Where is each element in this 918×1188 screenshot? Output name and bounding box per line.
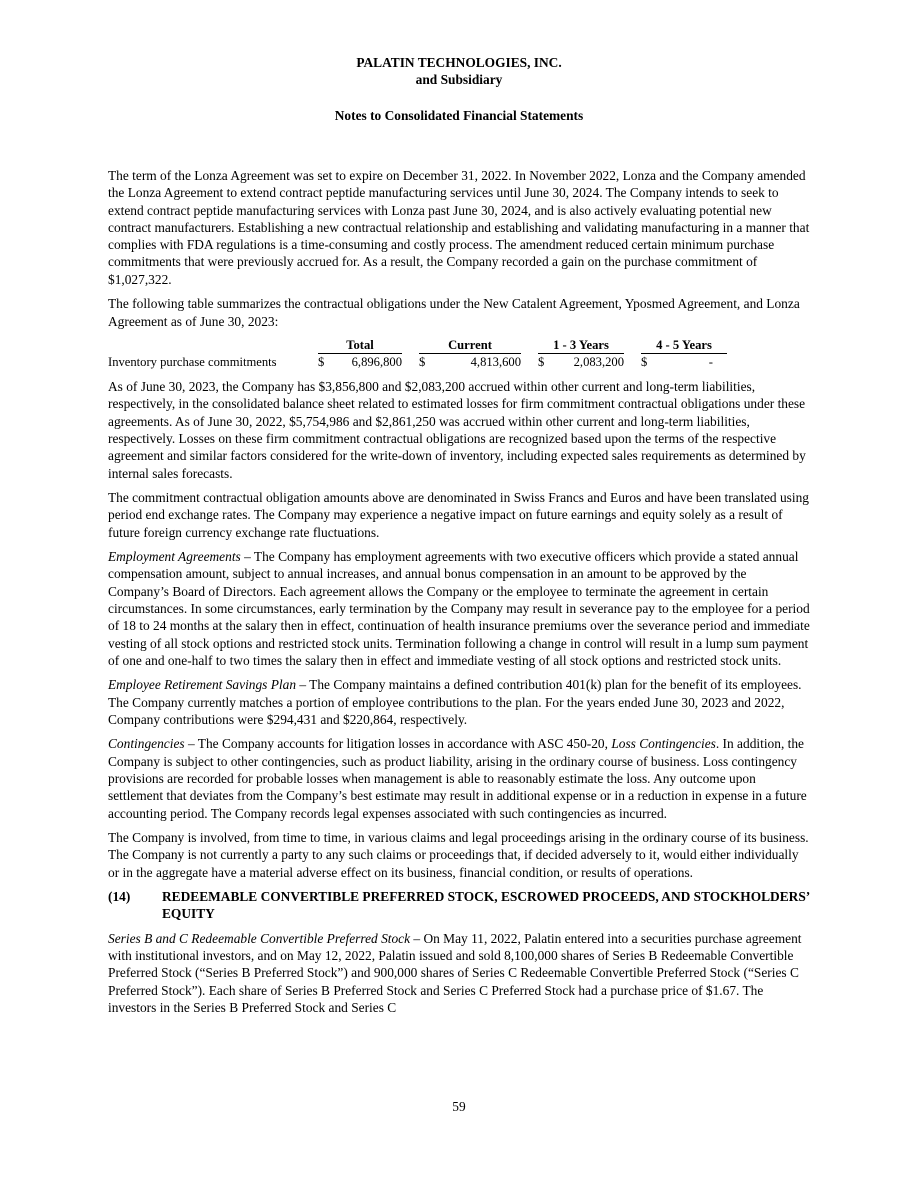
paragraph-currency: The commitment contractual obligation amounts above are denominated in Swiss Francs and Euros and have been translated using period end exchange rates. The Company may experience a negative impact on future earnings and equity solely as a result of future foreign currency exchange rate fluctuations. — [108, 490, 809, 540]
col-header-total: Total — [318, 337, 402, 354]
paragraph-lonza-term: The term of the Lonza Agreement was set to expire on December 31, 2022. In November 2022, Lonza and the Company amended the Lonza Agreement to extend contract peptide manufacturing services until June 30, 2024. The Company intends to seek to extend contract peptide manufacturing services with Lonza past June 30, 2024, and is also actively evaluating potential new contract manufacturers. Establishing a new contractual relationship and establishing and validating manufacturing in a manner that complies with FDA regulations is a time-consuming and costly process. The amendment reduced certain minimum purchase commitments that were previously accrued for. As a result, the Company recorded a gain on the purchase commitment of $1,027,322. — [108, 168, 810, 287]
value-1-3-years: 2,083,200 — [573, 355, 624, 370]
paragraph-contingencies-text-b: . In addition, the Company is subject to other contingencies, such as product liability, arising in the ordinary course of business. Loss contingency provisions are recorded for probable losses when management is able to reasonably estimate the loss. Any outcome upon settlement that deviates from the Company’s best estimate may result in additional expense or in a reduction in expense in a future accounting period. The Company records legal expenses associated with such contingencies as incurred. — [108, 736, 807, 821]
paragraph-employment-text: – The Company has employment agreements with two executive officers which provide a stated annual compensation amount, subject to annual increases, and annual bonus compensation in an amount to be approved by the Company’s Board of Directors. Each agreement allows the Company or the employee to terminate the agreement in certain circumstances. In some circumstances, early termination by the Company may result in severance pay to the employee for a period of 18 to 24 months at the salary then in effect, continuation of health insurance premiums over the severance period and immediate vesting of all stock options and restricted stock units. Termination following a change in control will result in a lump sum payment of one and one-half to two times the salary then in effect and immediate vesting of all stock options and restricted stock units. — [108, 549, 810, 668]
paragraph-table-intro: The following table summarizes the contractual obligations under the New Catalent Agreement, Yposmed Agreement, and Lonza Agreement as of June 30, 2023: — [108, 296, 800, 329]
paragraph-contingencies-text-a: – The Company accounts for litigation losses in accordance with ASC 450-20, — [184, 736, 612, 752]
heading-contingencies: Contingencies — [108, 736, 185, 752]
currency-symbol: $ — [538, 355, 545, 370]
col-header-current: Current — [419, 337, 521, 354]
paragraph-employment — [108, 548, 810, 669]
currency-symbol: $ — [419, 355, 426, 370]
page-title: Notes to Consolidated Financial Statements — [334, 108, 584, 123]
col-header-1-3-years: 1 - 3 Years — [538, 337, 624, 354]
value-current: 4,813,600 — [470, 355, 521, 370]
heading-employment-agreements: Employment Agreements — [108, 549, 241, 565]
paragraph-legal-proceedings: The Company is involved, from time to time, in various claims and legal proceedings arising in the ordinary course of its business. The Company is not currently a party to any such claims or proceedings that, if decided adversely to it, would either individually or in the aggregate have a material adverse effect on its business, financial condition, or results of operations. — [108, 830, 809, 880]
value-total: 6,896,800 — [351, 355, 402, 370]
currency-symbol: $ — [641, 355, 648, 370]
document-body — [108, 167, 810, 1023]
paragraph-series-b-c — [108, 930, 810, 1016]
loss-contingencies-term: Loss Contingencies — [611, 736, 716, 752]
paragraph-series-b-c-text: – On May 11, 2022, Palatin entered into a securities purchase agreement with institutional investors, and on May 12, 2022, Palatin issued and sold 8,100,000 shares of Series B Redeemable Convertible Preferred Stock (“Series B Preferred Stock”) and 900,000 shares of Series C Redeemable Convertible Preferred Stock (“Series C Preferred Stock”). Each share of Series B Preferred Stock and Series C Preferred Stock had a purchase price of $1.67. The investors in the Series B Preferred Stock and Series C — [108, 930, 802, 1015]
subsidiary-label: and Subsidiary — [415, 72, 503, 87]
heading-series-b-c: Series B and C Redeemable Convertible Preferred Stock — [108, 930, 411, 946]
paragraph-retirement-text: – The Company maintains a defined contribution 401(k) plan for the benefit of its employees. The Company currently matches a portion of employee contributions to the plan. For the years ended June 30, 2023 and 2022, Company contributions were $294,431 and $220,864, respectively. — [108, 677, 802, 727]
section-number: (14) — [108, 889, 131, 905]
paragraph-accrued-losses: As of June 30, 2023, the Company has $3,856,800 and $2,083,200 accrued within other current and long-term liabilities, respectively, in the consolidated balance sheet related to estimated losses for firm commitment contractual obligations under these agreements. As of June 30, 2022, $5,754,986 and $2,861,250 was accrued within other current and long-term liabilities, respectively. Losses on these firm commitment contractual obligations are recognized based upon the terms of the respective agreement and similar factors considered for the write-down of inventory, including expected sales requirements as determined by internal sales forecasts. — [108, 379, 806, 481]
page-number: 59 — [452, 1099, 466, 1114]
company-name: PALATIN TECHNOLOGIES, INC. — [356, 55, 562, 70]
contractual-obligations-table — [108, 337, 727, 370]
paragraph-retirement — [108, 676, 810, 728]
row-label: Inventory purchase commitments — [108, 355, 277, 370]
section-heading — [108, 888, 810, 923]
table-header-row — [108, 337, 727, 354]
heading-retirement-plan: Employee Retirement Savings Plan — [108, 677, 297, 693]
section-title: REDEEMABLE CONVERTIBLE PREFERRED STOCK, ESCROWED PROCEEDS, AND STOCKHOLDERS’ EQUITY — [162, 889, 810, 922]
value-4-5-years: - — [708, 355, 713, 370]
currency-symbol: $ — [318, 355, 325, 370]
paragraph-contingencies — [108, 735, 810, 821]
table-row — [108, 354, 727, 370]
col-header-4-5-years: 4 - 5 Years — [641, 337, 727, 354]
